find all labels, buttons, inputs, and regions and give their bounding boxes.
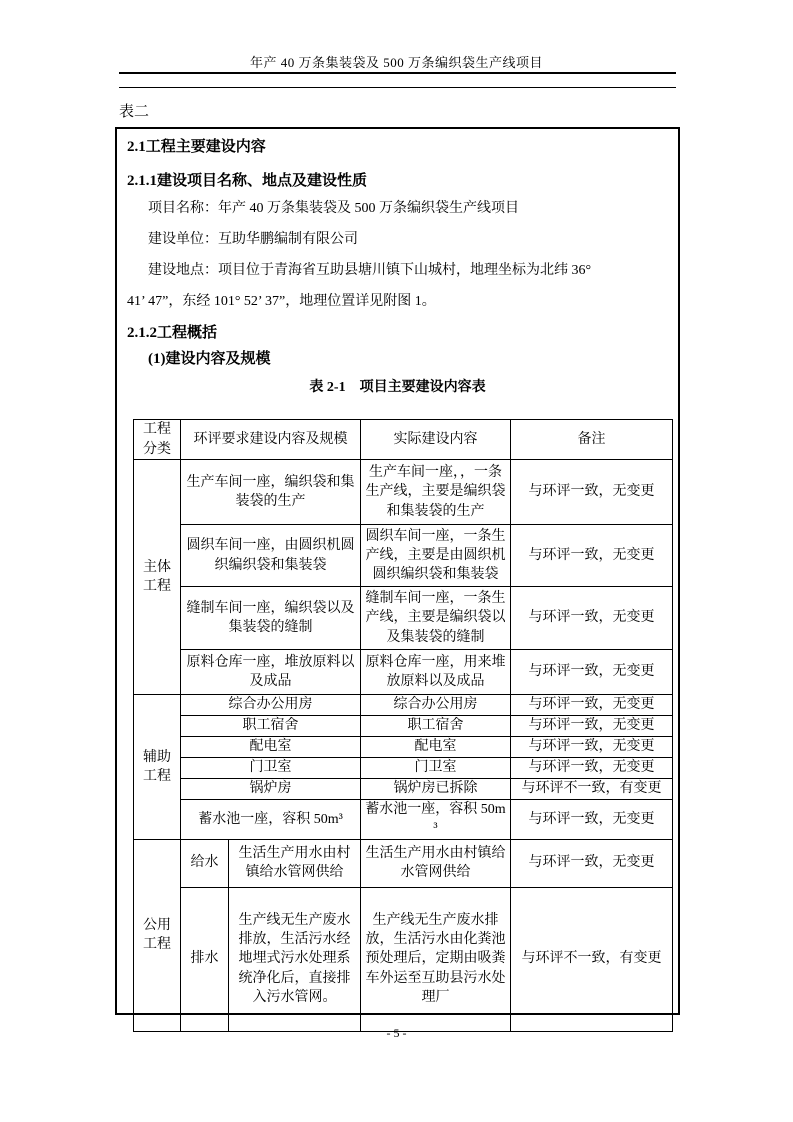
actual-cell: 蓄水池一座，容积 50m³: [361, 800, 511, 840]
table-row: [134, 650, 673, 695]
footer-page-number: - 5 -: [386, 1026, 407, 1040]
paragraph-location-line-1: 建设地点：项目位于青海省互助县塘川镇下山城村，地理坐标为北纬 36°: [148, 263, 592, 278]
required-cell: 缝制车间一座，编织袋以及集装袋的缝制: [181, 587, 361, 650]
construction-content-table: [133, 419, 673, 1032]
required-cell: 圆织车间一座，由圆织机圆织编织袋和集装袋: [181, 525, 361, 587]
table-row: [134, 525, 673, 587]
table-row: [134, 779, 673, 800]
remark-cell: 与环评一致，无变更: [511, 839, 673, 887]
actual-cell: 锅炉房已拆除: [361, 779, 511, 800]
actual-cell: 圆织车间一座，一条生产线，主要是由圆织机圆织编织袋和集装袋: [361, 525, 511, 587]
header-cell-required: 环评要求建设内容及规模: [181, 420, 361, 460]
header-cell-actual: 实际建设内容: [361, 420, 511, 460]
paragraph-project-name: 项目名称：年产 40 万条集装袋及 500 万条编织袋生产线项目: [148, 201, 519, 216]
actual-cell: 生产线无生产废水排放，生活污水由化粪池预处理后，定期由吸粪车外运至互助县污水处理厂: [361, 887, 511, 1031]
page-header-title: 年产 40 万条集装袋及 500 万条编织袋生产线项目: [249, 55, 543, 70]
header-cell-remark: 备注: [511, 420, 673, 460]
actual-cell: 职工宿舍: [361, 716, 511, 737]
remark-cell: 与环评一致，无变更: [511, 587, 673, 650]
paragraph-construction-unit: 建设单位：互助华鹏编制有限公司: [148, 232, 358, 247]
content-border-box: [115, 127, 680, 1015]
table-row: [134, 716, 673, 737]
category-cell-public-works: 公用工程: [134, 839, 181, 1031]
required-cell: 蓄水池一座，容积 50m³: [181, 800, 361, 840]
actual-cell: 门卫室: [361, 758, 511, 779]
sublabel-cell-drainage: 排水: [181, 887, 229, 1031]
required-cell: 配电室: [181, 737, 361, 758]
table-row: [134, 695, 673, 716]
actual-cell: 生产车间一座，，一条生产线，主要是编织袋和集装袋的生产: [361, 460, 511, 525]
sublabel-cell-water-supply: 给水: [181, 839, 229, 887]
table-row: [134, 839, 673, 887]
section-heading-2-1-2: 2.1.2工程概括: [127, 325, 218, 341]
table-header-row: [134, 420, 673, 460]
category-cell-main-works: 主体工程: [134, 460, 181, 695]
table-caption: 表 2-1 项目主要建设内容表: [309, 380, 486, 395]
table-row: [134, 800, 673, 840]
remark-cell: 与环评一致，无变更: [511, 695, 673, 716]
remark-cell: 与环评一致，无变更: [511, 525, 673, 587]
header-cell-category: 工程分类: [134, 420, 181, 460]
paragraph-location-line-2: 41’ 47”，东经 101° 52’ 37”，地理位置详见附图 1。: [127, 294, 436, 309]
header-rule-top: [119, 72, 676, 74]
remark-cell: 与环评一致，无变更: [511, 716, 673, 737]
table-row: [134, 460, 673, 525]
section-heading-2-1: 2.1工程主要建设内容: [127, 139, 266, 155]
actual-cell: 综合办公用房: [361, 695, 511, 716]
remark-cell: 与环评一致，无变更: [511, 460, 673, 525]
table-row: [134, 758, 673, 779]
section-heading-2-1-1: 2.1.1建设项目名称、地点及建设性质: [127, 173, 368, 189]
required-cell: 综合办公用房: [181, 695, 361, 716]
required-cell: 生产车间一座，编织袋和集装袋的生产: [181, 460, 361, 525]
table-two-label: 表二: [119, 104, 150, 120]
required-cell: 门卫室: [181, 758, 361, 779]
category-cell-auxiliary-works: 辅助工程: [134, 695, 181, 840]
remark-cell: 与环评一致，无变更: [511, 650, 673, 695]
required-cell: 职工宿舍: [181, 716, 361, 737]
remark-cell: 与环评不一致，有变更: [511, 779, 673, 800]
remark-cell: 与环评一致，无变更: [511, 800, 673, 840]
required-cell: 原料仓库一座，堆放原料以及成品: [181, 650, 361, 695]
table-row: [134, 887, 673, 1031]
subsection-heading-content-scale: (1)建设内容及规模: [148, 351, 271, 367]
actual-cell: 原料仓库一座，用来堆放原料以及成品: [361, 650, 511, 695]
table-row: [134, 737, 673, 758]
required-cell: 锅炉房: [181, 779, 361, 800]
remark-cell: 与环评不一致，有变更: [511, 887, 673, 1031]
required-cell: 生产线无生产废水排放，生活污水经地埋式污水处理系统净化后，直接排入污水管网。: [229, 887, 361, 1031]
actual-cell: 缝制车间一座，一条生产线，主要是编织袋以及集装袋的缝制: [361, 587, 511, 650]
required-cell: 生活生产用水由村镇给水管网供给: [229, 839, 361, 887]
remark-cell: 与环评一致，无变更: [511, 758, 673, 779]
actual-cell: 配电室: [361, 737, 511, 758]
actual-cell: 生活生产用水由村镇给水管网供给: [361, 839, 511, 887]
header-rule-bottom: [119, 87, 676, 88]
table-row: [134, 587, 673, 650]
remark-cell: 与环评一致，无变更: [511, 737, 673, 758]
